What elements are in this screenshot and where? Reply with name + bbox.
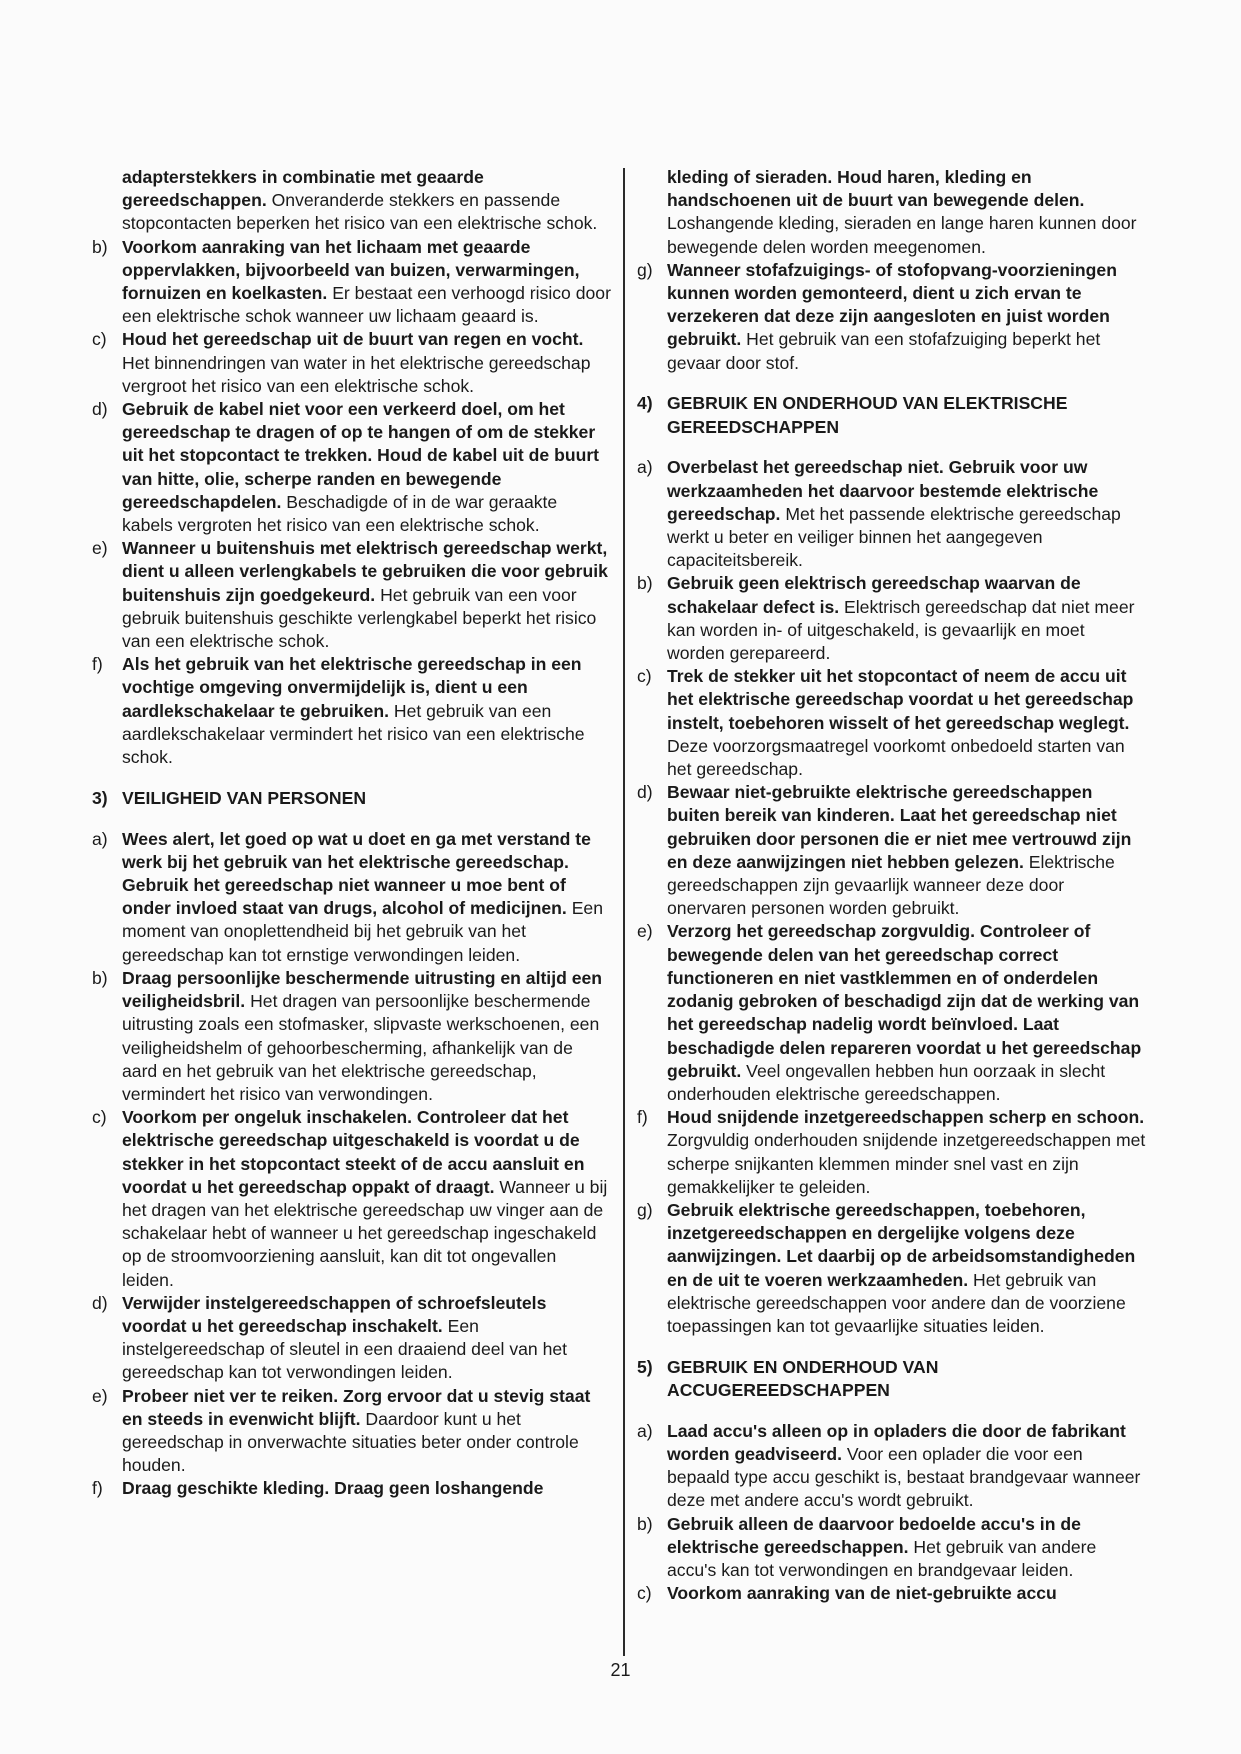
- item-text: Er bestaat een verhoogd risico door een elektrische schok wanneer uw lichaam geaard is.: [122, 283, 611, 327]
- item-text: Elektrisch gereedschap dat niet meer kan worden in- of uitgeschakeld, is gevaarlijk en moet worden gerepareerd.: [667, 596, 1135, 664]
- item-text: Daardoor kunt u het gereedschap in onverwachte situaties beter onder controle houden.: [122, 1408, 579, 1476]
- instruction-item: [637, 1420, 1147, 1513]
- instruction-item: [637, 920, 1147, 1106]
- item-label: c): [637, 666, 652, 687]
- item-text: Het dragen van persoonlijke beschermende uitrusting zoals een stofmasker, slipvaste werkschoenen, een veiligheidshelm of gehoorbescherming, afhankelijk van de aard en het gebruik van het elektrische gereedschap, vermindert het risico van verwondingen.: [122, 991, 600, 1104]
- item-label: a): [92, 828, 108, 849]
- item-bold-text: Als het gebruik van het elektrische gereedschap in een vochtige omgeving onvermijdelijk is, dient u een aardlekschakelaar te gebruiken.: [122, 654, 582, 721]
- item-text: Met het passende elektrische gereedschap werkt u beter en veiliger binnen het aangegeven capaciteitsbereik.: [667, 503, 1121, 571]
- section-heading: [92, 787, 612, 810]
- item-bold-text: VEILIGHEID VAN PERSONEN: [122, 787, 367, 808]
- item-label: e): [637, 921, 653, 942]
- item-text: Het gebruik van andere accu's kan tot verwondingen en brandgevaar leiden.: [667, 1536, 1097, 1580]
- instruction-item: [637, 1513, 1147, 1583]
- instruction-item: [637, 259, 1147, 375]
- page-number: 21: [610, 1660, 631, 1680]
- item-label: f): [92, 654, 103, 675]
- item-bold-text: Voorkom aanraking van de niet-gebruikte accu: [667, 1583, 1057, 1604]
- item-bold-text: Draag geschikte kleding. Draag geen loshangende: [122, 1478, 544, 1499]
- item-text: Het binnendringen van water in het elektrische gereedschap vergroot het risico van een elektrische schok.: [122, 352, 591, 396]
- item-bold-text: Draag persoonlijke beschermende uitrusting en altijd een veiligheidsbril.: [122, 967, 603, 1012]
- item-bold-text: kleding of sieraden. Houd haren, kleding en handschoenen uit de buurt van bewegende delen.: [667, 167, 1085, 211]
- section-heading: [637, 392, 1147, 438]
- instruction-item: [637, 781, 1147, 920]
- item-text: Het gebruik van elektrische gereedschappen voor andere dan de voorziene toepassingen kan tot gevaarlijke situaties leiden.: [667, 1269, 1126, 1336]
- instruction-item: [637, 1582, 1147, 1605]
- item-label: f): [92, 1478, 103, 1499]
- item-text: Veel ongevallen hebben hun oorzaak in slecht onderhouden elektrische gereedschappen.: [667, 1060, 1106, 1104]
- instruction-item: [92, 236, 612, 329]
- item-bold-text: Gebruik de kabel niet voor een verkeerd doel, om het gereedschap te dragen of op te hangen of om de stekker uit het stopcontact te trekken. Houd de kabel uit de buurt van hitte, olie, scherpe randen en bewegende gereedschapdelen.: [122, 399, 600, 512]
- item-label: a): [637, 1420, 653, 1441]
- item-label: c): [92, 1107, 107, 1128]
- instruction-item: [92, 1477, 612, 1500]
- instruction-item: [92, 537, 612, 653]
- instruction-item: [637, 572, 1147, 665]
- item-label: d): [92, 1292, 108, 1313]
- item-text: Een instelgereedschap of sleutel in een draaiend deel van het gereedschap kan tot verwondingen leiden.: [122, 1315, 568, 1383]
- item-bold-text: GEBRUIK EN ONDERHOUD VAN ELEKTRISCHE GEREEDSCHAPPEN: [667, 393, 1068, 437]
- item-bold-text: Voorkom aanraking van het lichaam met geaarde oppervlakken, bijvoorbeeld van buizen, verwarmingen, fornuizen en koelkasten.: [122, 236, 580, 304]
- item-bold-text: Probeer niet ver te reiken. Zorg ervoor dat u stevig staat en steeds in evenwicht blijft.: [122, 1385, 591, 1429]
- item-text: Het gebruik van een aardlekschakelaar vermindert het risico van een elektrische schok.: [122, 700, 585, 768]
- item-bold-text: Verwijder instelgereedschappen of schroefsleutels voordat u het gereedschap inschakelt.: [122, 1292, 547, 1336]
- instruction-item: [92, 328, 612, 398]
- item-text: Elektrische gereedschappen zijn gevaarlijk wanneer deze door onervaren personen worden gebruikt.: [667, 851, 1115, 919]
- instruction-item: [637, 456, 1147, 572]
- item-text: Het gebruik van een voor gebruik buitenshuis geschikte verlengkabel beperkt het risico van een elektrische schok.: [122, 584, 597, 652]
- item-bold-text: Wanneer u buitenshuis met elektrisch gereedschap werkt, dient u alleen verlengkabels te gebruiken die voor gebruik buitenshuis zijn goedgekeurd.: [122, 538, 608, 605]
- section-heading: [637, 1356, 1147, 1402]
- item-text: Loshangende kleding, sieraden en lange haren kunnen door bewegende delen worden meegenomen.: [667, 213, 1137, 257]
- item-bold-text: Gebruik geen elektrisch gereedschap waarvan de schakelaar defect is.: [667, 573, 1081, 617]
- item-bold-text: Overbelast het gereedschap niet. Gebruik voor uw werkzaamheden het daarvoor bestemde elektrische gereedschap.: [667, 457, 1099, 524]
- item-text: Een moment van onoplettendheid bij het gebruik van het gereedschap kan tot ernstige verwondingen leiden.: [122, 898, 604, 965]
- instruction-item: [637, 1106, 1147, 1199]
- item-text: Voor een oplader die voor een bepaald type accu geschikt is, bestaat brandgevaar wanneer deze met andere accu's wordt gebruikt.: [667, 1443, 1141, 1511]
- item-label: b): [92, 236, 108, 257]
- item-bold-text: Laad accu's alleen op in opladers die door de fabrikant worden geadviseerd.: [667, 1420, 1126, 1464]
- item-label: g): [637, 259, 653, 280]
- instruction-item: [637, 166, 1147, 259]
- item-label: c): [637, 1583, 652, 1604]
- instruction-item: [92, 1385, 612, 1478]
- item-label: 4): [637, 393, 653, 414]
- item-bold-text: Gebruik alleen de daarvoor bedoelde accu's in de elektrische gereedschappen.: [667, 1513, 1081, 1557]
- item-label: g): [637, 1199, 653, 1220]
- item-text: Zorgvuldig onderhouden snijdende inzetgereedschappen met scherpe snijkanten klemmen minder snel vast en zijn gemakkelijker te geleiden.: [667, 1130, 1146, 1197]
- item-bold-text: GEBRUIK EN ONDERHOUD VAN ACCUGEREEDSCHAPPEN: [667, 1356, 939, 1400]
- item-bold-text: Verzorg het gereedschap zorgvuldig. Controleer of bewegende delen van het gereedschap correct functioneren en niet vastklemmen en of onderdelen zodanig gebroken of beschadigd zijn dat de werking van het gereedschap nadelig wordt beïnvloed. Laat beschadigde delen repareren voordat u het gereedschap gebruikt.: [667, 921, 1142, 1081]
- item-bold-text: Bewaar niet-gebruikte elektrische gereedschappen buiten bereik van kinderen. Laat het gereedschap niet gebruiken door personen die er niet mee vertrouwd zijn en deze aanwijzingen niet hebben gelezen.: [667, 782, 1132, 872]
- item-label: a): [637, 457, 653, 478]
- item-label: e): [92, 538, 108, 559]
- item-bold-text: Gebruik elektrische gereedschappen, toebehoren, inzetgereedschappen en dergelijke volgens deze aanwijzingen. Let daarbij op de arbeidsomstandigheden en de uit te voeren werkzaamheden.: [667, 1199, 1136, 1290]
- item-label: f): [637, 1107, 648, 1128]
- item-label: c): [92, 329, 107, 350]
- instruction-item: [92, 967, 612, 1106]
- column-divider: [623, 168, 625, 1656]
- item-text: Beschadigde of in de war geraakte kabels vergroten het risico van een elektrische schok.: [122, 491, 558, 536]
- item-bold-text: Houd het gereedschap uit de buurt van regen en vocht.: [122, 329, 584, 350]
- item-bold-text: Wanneer stofafzuigings- of stofopvang-voorzieningen kunnen worden gemonteerd, dient u zich ervan te verzekeren dat deze zijn aangesloten en juist worden gebruikt.: [667, 259, 1117, 350]
- item-bold-text: Houd snijdende inzetgereedschappen scherp en schoon.: [667, 1107, 1145, 1128]
- item-label: b): [637, 573, 653, 594]
- instruction-item: [637, 665, 1147, 781]
- right-column: [637, 166, 1147, 1605]
- instruction-item: [92, 1292, 612, 1385]
- item-label: e): [92, 1385, 108, 1406]
- instruction-item: [92, 653, 612, 769]
- item-label: 5): [637, 1356, 653, 1377]
- instruction-item: [92, 166, 612, 236]
- instruction-item: [637, 1199, 1147, 1338]
- item-label: 3): [92, 787, 108, 808]
- instruction-item: [92, 828, 612, 967]
- item-text: Onveranderde stekkers en passende stopcontacten beperken het risico van een elektrische schok.: [122, 190, 598, 234]
- item-label: d): [637, 782, 653, 803]
- instruction-item: [92, 398, 612, 537]
- left-column: [92, 166, 612, 1501]
- instruction-item: [92, 1106, 612, 1292]
- item-bold-text: adapterstekkers in combinatie met geaarde gereedschappen.: [122, 167, 484, 211]
- item-label: b): [637, 1513, 653, 1534]
- item-bold-text: Voorkom per ongeluk inschakelen. Controleer dat het elektrische gereedschap uitgeschakeld is voordat u de stekker in het stopcontact steekt of de accu aansluit en voordat u het gereedschap oppakt of draagt.: [122, 1107, 585, 1197]
- item-bold-text: Trek de stekker uit het stopcontact of neem de accu uit het elektrische gereedschap voordat u het gereedschap instelt, toebehoren wisselt of het gereedschap weglegt.: [667, 666, 1134, 733]
- item-label: d): [92, 399, 108, 420]
- item-text: Het gebruik van een stofafzuiging beperkt het gevaar door stof.: [667, 329, 1101, 373]
- item-bold-text: Wees alert, let goed op wat u doet en ga met verstand te werk bij het gebruik van het elektrische gereedschap. Gebruik het gereedschap niet wanneer u moe bent of onder invloed staat van drugs, alcohol of medicijnen.: [122, 828, 591, 919]
- item-text: Deze voorzorgsmaatregel voorkomt onbedoeld starten van het gereedschap.: [667, 735, 1125, 780]
- item-label: b): [92, 967, 108, 988]
- item-text: Wanneer u bij het dragen van het elektrische gereedschap uw vinger aan de schakelaar hebt of wanneer u het gereedschap ingeschakeld op de stroomvoorziening aansluit, kan dit tot ongevallen leiden.: [122, 1176, 608, 1290]
